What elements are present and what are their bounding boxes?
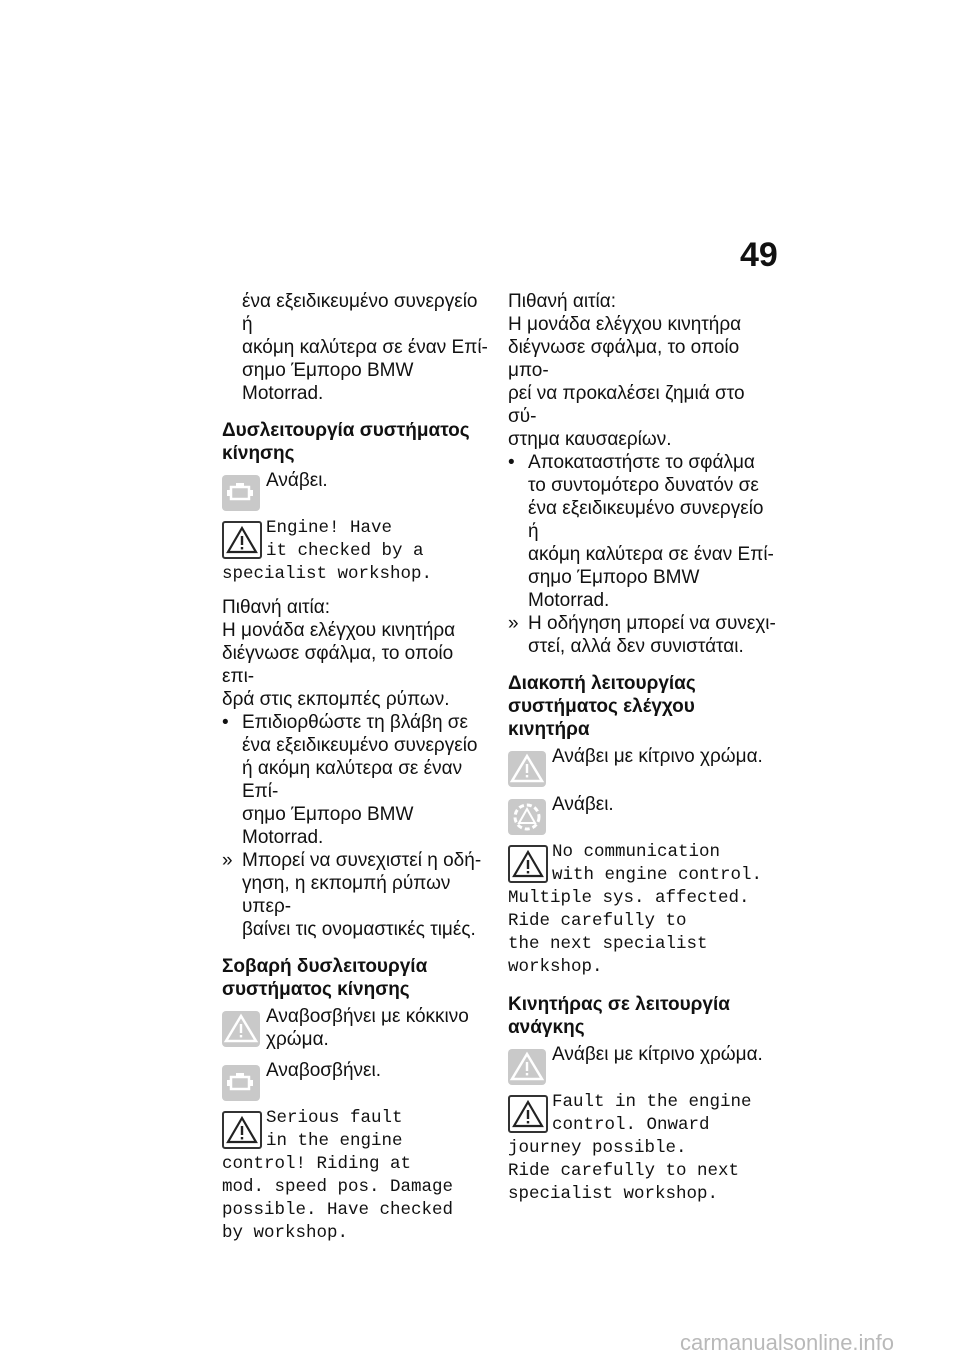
indicator-text: Ανάβει.	[266, 470, 328, 491]
section-heading-drive-malfunction: Δυσλειτουργία συστήματος κίνησης	[222, 420, 470, 464]
section-heading-emergency-mode: Κινητήρας σε λειτουργία ανάγκης	[508, 994, 730, 1038]
indicator-row-warning	[508, 1043, 776, 1083]
watermark: carmanualsonline.info	[680, 1330, 895, 1355]
indicator-row-gear	[508, 793, 776, 833]
right-column	[508, 290, 776, 1216]
cause-text: Πιθανή αιτία: Η μονάδα ελέγχου κινητήρα διέγνωσε σφάλμα, το οποίο επι- δρά στις εκπομπές ρύπων.	[222, 597, 456, 710]
continued-text: ένα εξειδικευμένο συνεργείο ή ακόμη καλύτερα σε έναν Επί- σημο Έμπορο BMW Motorrad.	[242, 291, 488, 404]
engine-warning-icon	[222, 1065, 260, 1101]
result-item: » Μπορεί να συνεχιστεί η οδή- γηση, η εκπομπή ρύπων υπερ- βαίνει τις ονομαστικές τιμές.	[222, 850, 482, 940]
bullet-item: • Επιδιορθώστε τη βλάβη σε ένα εξειδικευμένο συνεργείο ή ακόμη καλύτερα σε έναν Επί- σημο Έμπορο BMW Motorrad.	[222, 712, 478, 848]
section-heading-serious-malfunction: Σοβαρή δυσλειτουργία συστήματος κίνησης	[222, 956, 428, 1000]
page-number: 49	[740, 236, 778, 274]
warning-triangle-icon	[222, 1011, 260, 1047]
indicator-row-engine	[222, 1059, 490, 1099]
warning-triangle-framed-icon	[222, 521, 262, 559]
left-column	[222, 290, 490, 1255]
bullet-item: • Αποκαταστήστε το σφάλμα το συντομότερο δυνατόν σε ένα εξειδικευμένο συνεργείο ή ακόμη καλύτερα σε έναν Επί- σημο Έμπορο BMW Motorrad.	[508, 452, 774, 611]
indicator-text: Αναβοσβήνει.	[266, 1060, 382, 1081]
warning-triangle-icon	[508, 751, 546, 787]
warning-triangle-icon	[508, 1049, 546, 1085]
display-message: Fault in the engine control. Onward journey possible. Ride carefully to next specialist workshop.	[508, 1092, 752, 1204]
display-message: No communication with engine control. Multiple sys. affected. Ride carefully to the next specialist workshop.	[508, 842, 763, 977]
display-message: Serious fault in the engine control! Riding at mod. speed pos. Damage possible. Have checked by workshop.	[222, 1108, 454, 1243]
warning-triangle-framed-icon	[508, 845, 548, 883]
warning-triangle-framed-icon	[222, 1111, 262, 1149]
indicator-row-warning	[222, 1005, 490, 1051]
engine-warning-icon	[222, 475, 260, 511]
indicator-text: Αναβοσβήνει με κόκκινο χρώμα.	[266, 1006, 469, 1050]
indicator-text: Ανάβει με κίτρινο χρώμα.	[552, 746, 763, 767]
indicator-text: Ανάβει.	[552, 794, 614, 815]
indicator-row-engine	[222, 469, 490, 509]
cause-text: Πιθανή αιτία: Η μονάδα ελέγχου κινητήρα διέγνωσε σφάλμα, το οποίο μπο- ρεί να προκαλέσει ζημιά στο σύ- στημα καυσαερίων.	[508, 291, 745, 450]
gear-warning-icon	[508, 799, 546, 835]
indicator-text: Ανάβει με κίτρινο χρώμα.	[552, 1044, 763, 1065]
warning-triangle-framed-icon	[508, 1095, 548, 1133]
section-heading-engine-control-failure: Διακοπή λειτουργίας συστήματος ελέγχου κινητήρα	[508, 673, 696, 740]
result-item: » Η οδήγηση μπορεί να συνεχι- στεί, αλλά δεν συνιστάται.	[508, 613, 776, 657]
indicator-row-warning	[508, 745, 776, 785]
display-message: Engine! Have it checked by a specialist workshop.	[222, 518, 433, 584]
